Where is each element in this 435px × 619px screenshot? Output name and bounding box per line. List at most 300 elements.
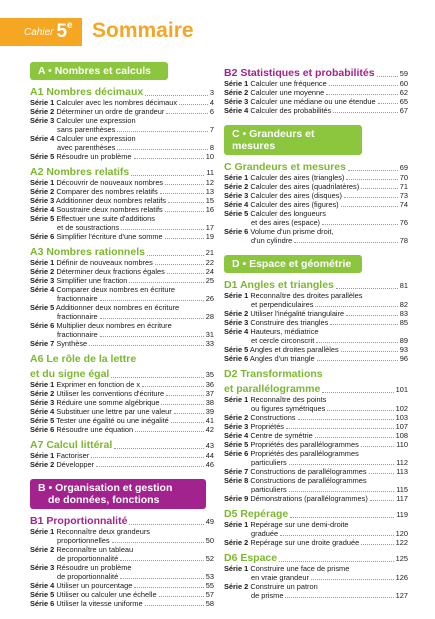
page-number: 3 bbox=[209, 88, 214, 97]
leader-dots bbox=[290, 509, 394, 518]
serie-number: Série 6 bbox=[30, 232, 55, 241]
toc-entry-continuation[interactable] bbox=[224, 336, 408, 345]
toc-entry[interactable] bbox=[30, 303, 214, 312]
toc-entry[interactable] bbox=[30, 258, 214, 267]
page-number: 11 bbox=[206, 168, 214, 177]
chapter-title[interactable] bbox=[224, 369, 408, 395]
entry-label: Reconnaître des points bbox=[250, 395, 327, 404]
leader-dots bbox=[134, 152, 204, 159]
entry-label: Calculer avec les nombres décimaux bbox=[56, 98, 178, 107]
entry-label: Reconnaître des droites parallèles bbox=[250, 291, 363, 300]
toc-entry[interactable] bbox=[224, 327, 408, 336]
toc-entry[interactable] bbox=[224, 182, 408, 191]
toc-entry-continuation[interactable] bbox=[224, 485, 408, 494]
entry-label: fractionnaire bbox=[57, 312, 98, 321]
serie-number: Série 2 bbox=[224, 413, 249, 422]
leader-dots bbox=[145, 599, 204, 606]
entry-label: de proportionnalité bbox=[57, 554, 119, 563]
serie-number: Série 3 bbox=[30, 398, 55, 407]
badge-label: C • Grandeurs et mesures bbox=[232, 128, 315, 152]
page-number: 52 bbox=[205, 554, 214, 563]
leader-dots bbox=[316, 336, 398, 343]
page-number: 81 bbox=[399, 281, 408, 290]
toc-entry-continuation[interactable] bbox=[30, 294, 214, 303]
entry-label: Développer bbox=[56, 460, 95, 469]
leader-dots bbox=[336, 280, 398, 289]
entry-label: de proportionnalité bbox=[57, 572, 119, 581]
serie-number: Série 6 bbox=[30, 321, 55, 330]
page-number: 69 bbox=[399, 163, 408, 172]
chapter-title[interactable] bbox=[224, 68, 408, 79]
toc-entry[interactable] bbox=[224, 564, 408, 573]
entry-label: avec parenthèses bbox=[57, 143, 116, 152]
entry-label: Utiliser un pourcentage bbox=[56, 581, 133, 590]
toc-entry[interactable] bbox=[224, 431, 408, 440]
serie-number: Série 3 bbox=[224, 191, 249, 200]
page-number: 12 bbox=[205, 178, 214, 187]
leader-dots bbox=[370, 494, 394, 501]
toc-entry[interactable] bbox=[224, 106, 408, 115]
serie-number: Série 4 bbox=[224, 200, 249, 209]
page-number: 7 bbox=[209, 125, 214, 134]
chapter-title[interactable] bbox=[30, 87, 214, 98]
entry-label: Multiplier deux nombres en écriture bbox=[56, 321, 172, 330]
toc-entry[interactable] bbox=[224, 476, 408, 485]
page-title: Sommaire bbox=[92, 19, 194, 42]
toc-entry-continuation[interactable] bbox=[224, 404, 408, 413]
entry-label: Réduire une somme algébrique bbox=[56, 398, 160, 407]
page-number: 71 bbox=[399, 182, 408, 191]
entry-label: Construire des triangles bbox=[250, 318, 329, 327]
leader-dots bbox=[96, 460, 204, 467]
entry-label: Repérage sur une demi-droite bbox=[250, 520, 349, 529]
entry-label: fractionnaire bbox=[57, 330, 98, 339]
page-number: 28 bbox=[205, 312, 214, 321]
leader-dots bbox=[279, 553, 394, 562]
serie-number: Série 4 bbox=[224, 106, 249, 115]
toc-entry[interactable] bbox=[30, 398, 214, 407]
toc-entry[interactable] bbox=[30, 590, 214, 599]
toc-entry-continuation[interactable] bbox=[30, 223, 214, 232]
entry-label: en vraie grandeur bbox=[251, 573, 309, 582]
leader-dots bbox=[100, 294, 204, 301]
page-number: 22 bbox=[205, 258, 214, 267]
leader-dots bbox=[129, 516, 203, 525]
page-number: 46 bbox=[205, 460, 214, 469]
entry-label: et perpendiculaires bbox=[251, 300, 314, 309]
toc-entry[interactable] bbox=[30, 545, 214, 554]
entry-label: Calculer des aires (figures) bbox=[250, 200, 339, 209]
badge-label: de données, fonctions bbox=[48, 494, 160, 506]
toc-entry[interactable] bbox=[224, 494, 408, 503]
toc-left-column bbox=[30, 62, 214, 608]
entry-label: Hauteurs, médiatrice bbox=[250, 327, 319, 336]
entry-label: Calculer des probabilités bbox=[250, 106, 332, 115]
leader-dots bbox=[167, 267, 204, 274]
page-number: 117 bbox=[396, 494, 408, 503]
entry-label: Reconnaître un tableau bbox=[56, 545, 134, 554]
entry-label: Simplifier l'écriture d'une somme bbox=[56, 232, 163, 241]
page-number: 31 bbox=[205, 330, 214, 339]
badge-label: B • Organisation et gestion bbox=[38, 482, 173, 494]
page-number: 67 bbox=[399, 106, 408, 115]
entry-label: Construire une face de prisme bbox=[250, 564, 350, 573]
toc-entry[interactable] bbox=[30, 232, 214, 241]
entry-label: Utiliser ou calculer une échelle bbox=[56, 590, 157, 599]
chapter-title[interactable] bbox=[30, 247, 214, 258]
entry-label: d'un cylindre bbox=[251, 236, 293, 245]
serie-number: Série 5 bbox=[224, 440, 249, 449]
toc-entry-continuation[interactable] bbox=[30, 125, 214, 134]
page-number: 4 bbox=[209, 98, 214, 107]
section-badge bbox=[224, 255, 362, 273]
entry-label: Calculer une moyenne bbox=[250, 88, 325, 97]
page-number: 35 bbox=[205, 370, 214, 379]
toc-entry[interactable] bbox=[224, 97, 408, 106]
leader-dots bbox=[311, 573, 394, 580]
toc-entry[interactable] bbox=[224, 395, 408, 404]
entry-label: Additionner deux nombres en écriture bbox=[55, 303, 180, 312]
leader-dots bbox=[117, 143, 208, 150]
page-number: 101 bbox=[395, 385, 408, 394]
serie-number: Série 9 bbox=[224, 494, 249, 503]
page-number: 13 bbox=[205, 187, 214, 196]
chapter-title-text: C Grandeurs et mesures bbox=[224, 161, 346, 173]
page-number: 120 bbox=[395, 529, 408, 538]
page-number: 96 bbox=[399, 354, 408, 363]
serie-number: Série 1 bbox=[30, 451, 55, 460]
toc-entry[interactable] bbox=[30, 416, 214, 425]
toc-entry[interactable] bbox=[30, 563, 214, 572]
toc-entry[interactable] bbox=[30, 98, 214, 107]
entry-label: Déterminer deux fractions égales bbox=[56, 267, 165, 276]
toc-entry[interactable] bbox=[30, 321, 214, 330]
toc-entry[interactable] bbox=[30, 339, 214, 348]
serie-number: Série 1 bbox=[224, 79, 249, 88]
page-number: 73 bbox=[399, 191, 408, 200]
toc-entry[interactable] bbox=[224, 79, 408, 88]
leader-dots bbox=[160, 187, 204, 194]
toc-entry-continuation[interactable] bbox=[30, 572, 214, 581]
entry-label: Angles et droites parallèles bbox=[249, 345, 339, 354]
toc-entry-continuation[interactable] bbox=[224, 300, 408, 309]
toc-entry[interactable] bbox=[30, 285, 214, 294]
leader-dots bbox=[111, 369, 203, 378]
leader-dots bbox=[159, 590, 204, 597]
serie-number: Série 3 bbox=[30, 563, 55, 572]
leader-dots bbox=[346, 173, 397, 180]
toc-entry[interactable] bbox=[30, 205, 214, 214]
leader-dots bbox=[145, 87, 208, 96]
chapter-title-text: A2 Nombres relatifs bbox=[30, 166, 130, 178]
toc-entry[interactable] bbox=[30, 107, 214, 116]
toc-entry[interactable] bbox=[224, 538, 408, 547]
page-number: 39 bbox=[205, 407, 214, 416]
toc-entry[interactable] bbox=[30, 527, 214, 536]
page-number: 74 bbox=[399, 200, 408, 209]
serie-number: Série 6 bbox=[30, 425, 55, 434]
chapter-title[interactable] bbox=[224, 553, 408, 564]
serie-number: Série 2 bbox=[30, 389, 55, 398]
chapter-title-text: A6 Le rôle de la lettre bbox=[30, 353, 137, 365]
page-number: 44 bbox=[205, 451, 214, 460]
chapter-title-text: A1 Nombres décimaux bbox=[30, 86, 144, 98]
entry-label: Construire un patron bbox=[250, 582, 318, 591]
serie-number: Série 4 bbox=[30, 581, 55, 590]
toc-entry[interactable] bbox=[30, 276, 214, 285]
toc-entry[interactable] bbox=[30, 134, 214, 143]
toc-entry[interactable] bbox=[224, 440, 408, 449]
toc-entry-continuation[interactable] bbox=[224, 458, 408, 467]
entry-label: et de soustractions bbox=[57, 223, 120, 232]
serie-number: Série 5 bbox=[30, 590, 55, 599]
toc-entry-continuation[interactable] bbox=[30, 330, 214, 339]
page-number: 83 bbox=[399, 309, 408, 318]
leader-dots bbox=[322, 218, 398, 225]
entry-label: Découvrir de nouveaux nombres bbox=[56, 178, 164, 187]
chapter-title-text: B2 Statistiques et probabilités bbox=[224, 67, 375, 79]
entry-label: Calculer une expression bbox=[56, 116, 136, 125]
toc-entry[interactable] bbox=[224, 209, 408, 218]
toc-entry[interactable] bbox=[224, 200, 408, 209]
leader-dots bbox=[346, 309, 398, 316]
entry-label: Constructions bbox=[250, 413, 296, 422]
serie-number: Série 2 bbox=[224, 538, 249, 547]
toc-entry[interactable] bbox=[30, 187, 214, 196]
toc-entry[interactable] bbox=[30, 407, 214, 416]
toc-entry[interactable] bbox=[224, 191, 408, 200]
serie-number: Série 2 bbox=[224, 88, 249, 97]
chapter-title[interactable] bbox=[224, 162, 408, 173]
toc-entry[interactable] bbox=[224, 345, 408, 354]
entry-label: Volume d'un prisme droit, bbox=[250, 227, 334, 236]
page-number: 58 bbox=[205, 599, 214, 608]
toc-entry-continuation[interactable] bbox=[224, 573, 408, 582]
serie-number: Série 4 bbox=[224, 327, 249, 336]
leader-dots bbox=[166, 389, 204, 396]
leader-dots bbox=[165, 232, 204, 239]
toc-entry[interactable] bbox=[224, 173, 408, 182]
page-number: 15 bbox=[205, 196, 214, 205]
entry-label: Effectuer une suite d'additions bbox=[56, 214, 155, 223]
toc-entry[interactable] bbox=[30, 152, 214, 161]
entry-label: Comparer des nombres relatifs bbox=[56, 187, 158, 196]
entry-label: Propriétés bbox=[250, 422, 284, 431]
toc-entry-continuation[interactable] bbox=[224, 236, 408, 245]
page-number: 113 bbox=[396, 467, 408, 476]
badge-label: D • Espace et géométrie bbox=[232, 258, 352, 270]
serie-number: Série 3 bbox=[30, 196, 55, 205]
page-number: 24 bbox=[205, 267, 214, 276]
chapter-title[interactable] bbox=[30, 516, 214, 527]
leader-dots bbox=[171, 416, 204, 423]
serie-number: Série 6 bbox=[30, 599, 55, 608]
toc-entry[interactable] bbox=[30, 116, 214, 125]
toc-entry-continuation[interactable] bbox=[224, 591, 408, 600]
toc-entry[interactable] bbox=[224, 422, 408, 431]
page-number: 16 bbox=[205, 205, 214, 214]
entry-label: Utiliser la vitesse uniforme bbox=[56, 599, 143, 608]
page-number: 127 bbox=[395, 591, 408, 600]
serie-number: Série 2 bbox=[30, 107, 55, 116]
chapter-title-text: B1 Proportionnalité bbox=[30, 515, 128, 527]
serie-number: Série 3 bbox=[30, 116, 55, 125]
leader-dots bbox=[289, 485, 394, 492]
chapter-title-text: D6 Espace bbox=[224, 552, 278, 564]
page-number: 126 bbox=[395, 573, 408, 582]
toc-entry[interactable] bbox=[30, 389, 214, 398]
toc-entry[interactable] bbox=[224, 227, 408, 236]
toc-entry[interactable] bbox=[224, 309, 408, 318]
entry-label: Substituer une lettre par une valeur bbox=[56, 407, 172, 416]
leader-dots bbox=[114, 440, 203, 449]
chapter-title[interactable] bbox=[30, 167, 214, 178]
section-badge bbox=[224, 125, 362, 155]
page-number: 42 bbox=[205, 425, 214, 434]
leader-dots bbox=[120, 554, 204, 561]
page-number: 78 bbox=[399, 236, 408, 245]
leader-dots bbox=[100, 312, 204, 319]
toc-entry[interactable] bbox=[224, 449, 408, 458]
chapter-title[interactable] bbox=[30, 440, 214, 451]
leader-dots bbox=[315, 431, 394, 438]
leader-dots bbox=[326, 88, 398, 95]
serie-number: Série 4 bbox=[30, 407, 55, 416]
entry-label: Calculer des longueurs bbox=[250, 209, 326, 218]
serie-number: Série 2 bbox=[224, 182, 249, 191]
leader-dots bbox=[329, 79, 398, 86]
toc-entry-continuation[interactable] bbox=[224, 218, 408, 227]
entry-label: Constructions de parallélogrammes bbox=[250, 476, 367, 485]
leader-dots bbox=[147, 247, 204, 256]
serie-number: Série 1 bbox=[30, 258, 55, 267]
entry-label: Résoudre un problème bbox=[56, 563, 132, 572]
toc-entry[interactable] bbox=[224, 520, 408, 529]
serie-number: Série 4 bbox=[224, 431, 249, 440]
serie-number: Série 3 bbox=[224, 318, 249, 327]
toc-entry[interactable] bbox=[30, 451, 214, 460]
toc-entry[interactable] bbox=[224, 318, 408, 327]
toc-entry[interactable] bbox=[224, 291, 408, 300]
page-number: 89 bbox=[399, 336, 408, 345]
leader-dots bbox=[179, 98, 208, 105]
entry-label: Simplifier une fraction bbox=[56, 276, 128, 285]
page-number: 59 bbox=[399, 69, 408, 78]
toc-right-column bbox=[224, 62, 408, 600]
serie-number: Série 1 bbox=[30, 178, 55, 187]
serie-number: Série 2 bbox=[30, 460, 55, 469]
entry-label: Déterminer un ordre de grandeur bbox=[56, 107, 165, 116]
entry-label: Démonstrations (parallélogrammes) bbox=[250, 494, 368, 503]
toc-entry[interactable] bbox=[224, 88, 408, 97]
toc-entry-continuation[interactable] bbox=[224, 529, 408, 538]
page-number: 57 bbox=[205, 590, 214, 599]
entry-label: Tester une égalité ou une inégalité bbox=[56, 416, 169, 425]
leader-dots bbox=[348, 162, 398, 171]
leader-dots bbox=[369, 467, 395, 474]
toc-entry-continuation[interactable] bbox=[30, 554, 214, 563]
toc-entry[interactable] bbox=[30, 196, 214, 205]
serie-number: Série 5 bbox=[30, 416, 55, 425]
toc-entry[interactable] bbox=[30, 599, 214, 608]
entry-label: Calculer une fréquence bbox=[250, 79, 327, 88]
toc-entry[interactable] bbox=[30, 178, 214, 187]
serie-number: Série 6 bbox=[224, 449, 249, 458]
page-number: 33 bbox=[205, 339, 214, 348]
leader-dots bbox=[330, 318, 397, 325]
leader-dots bbox=[327, 404, 393, 411]
serie-number: Série 6 bbox=[224, 227, 249, 236]
entry-label: et cercle circonscrit bbox=[251, 336, 315, 345]
serie-number: Série 5 bbox=[30, 152, 55, 161]
toc-entry[interactable] bbox=[224, 467, 408, 476]
page-number: 65 bbox=[399, 97, 408, 106]
entry-label: Centre de symétrie bbox=[250, 431, 313, 440]
page-number: 115 bbox=[396, 485, 408, 494]
chapter-title[interactable] bbox=[224, 280, 408, 291]
serie-number: Série 3 bbox=[224, 422, 249, 431]
page-number: 93 bbox=[399, 345, 408, 354]
entry-label: de prisme bbox=[251, 591, 284, 600]
leader-dots bbox=[280, 529, 394, 536]
toc-entry[interactable] bbox=[224, 413, 408, 422]
page-number: 108 bbox=[395, 431, 408, 440]
leader-dots bbox=[131, 167, 204, 176]
leader-dots bbox=[174, 407, 204, 414]
entry-label: Utiliser l'inégalité triangulaire bbox=[250, 309, 345, 318]
toc-entry[interactable] bbox=[30, 380, 214, 389]
chapter-title-text: D1 Angles et triangles bbox=[224, 279, 334, 291]
entry-label: Calculer des aires (triangles) bbox=[250, 173, 345, 182]
page-number: 25 bbox=[205, 276, 214, 285]
serie-number: Série 7 bbox=[30, 339, 55, 348]
toc-entry-continuation[interactable] bbox=[30, 143, 214, 152]
entry-label: proportionnelles bbox=[57, 536, 110, 545]
page-number: 107 bbox=[395, 422, 408, 431]
toc-entry[interactable] bbox=[30, 214, 214, 223]
chapter-title-text: D2 Transformations bbox=[224, 368, 323, 380]
page-number: 36 bbox=[205, 380, 214, 389]
entry-label: et des aires (espace) bbox=[251, 218, 321, 227]
toc-entry[interactable] bbox=[30, 267, 214, 276]
toc-entry[interactable] bbox=[30, 425, 214, 434]
chapter-title[interactable] bbox=[224, 509, 408, 520]
entry-label: Résoudre un problème bbox=[56, 152, 132, 161]
entry-label: Propriétés des parallélogrammes bbox=[250, 449, 359, 458]
leader-dots bbox=[285, 591, 393, 598]
page-number: 6 bbox=[209, 107, 214, 116]
leader-dots bbox=[361, 182, 398, 189]
leader-dots bbox=[112, 536, 204, 543]
leader-dots bbox=[121, 223, 204, 230]
serie-number: Série 1 bbox=[30, 98, 55, 107]
entry-label: Calculer une médiane ou une étendue bbox=[250, 97, 376, 106]
toc-entry[interactable] bbox=[30, 581, 214, 590]
leader-dots bbox=[165, 205, 204, 212]
entry-label: Reconnaître deux grandeurs bbox=[56, 527, 150, 536]
leader-dots bbox=[361, 538, 393, 545]
toc-entry-continuation[interactable] bbox=[30, 312, 214, 321]
serie-number: Série 8 bbox=[224, 476, 249, 485]
cahier-label: Cahier bbox=[24, 26, 54, 38]
toc-entry[interactable] bbox=[30, 460, 214, 469]
leader-dots bbox=[161, 398, 203, 405]
chapter-title[interactable] bbox=[30, 354, 214, 380]
toc-entry-continuation[interactable] bbox=[30, 536, 214, 545]
toc-entry[interactable] bbox=[224, 582, 408, 591]
toc-entry[interactable] bbox=[224, 354, 408, 363]
serie-number: Série 5 bbox=[30, 303, 55, 312]
